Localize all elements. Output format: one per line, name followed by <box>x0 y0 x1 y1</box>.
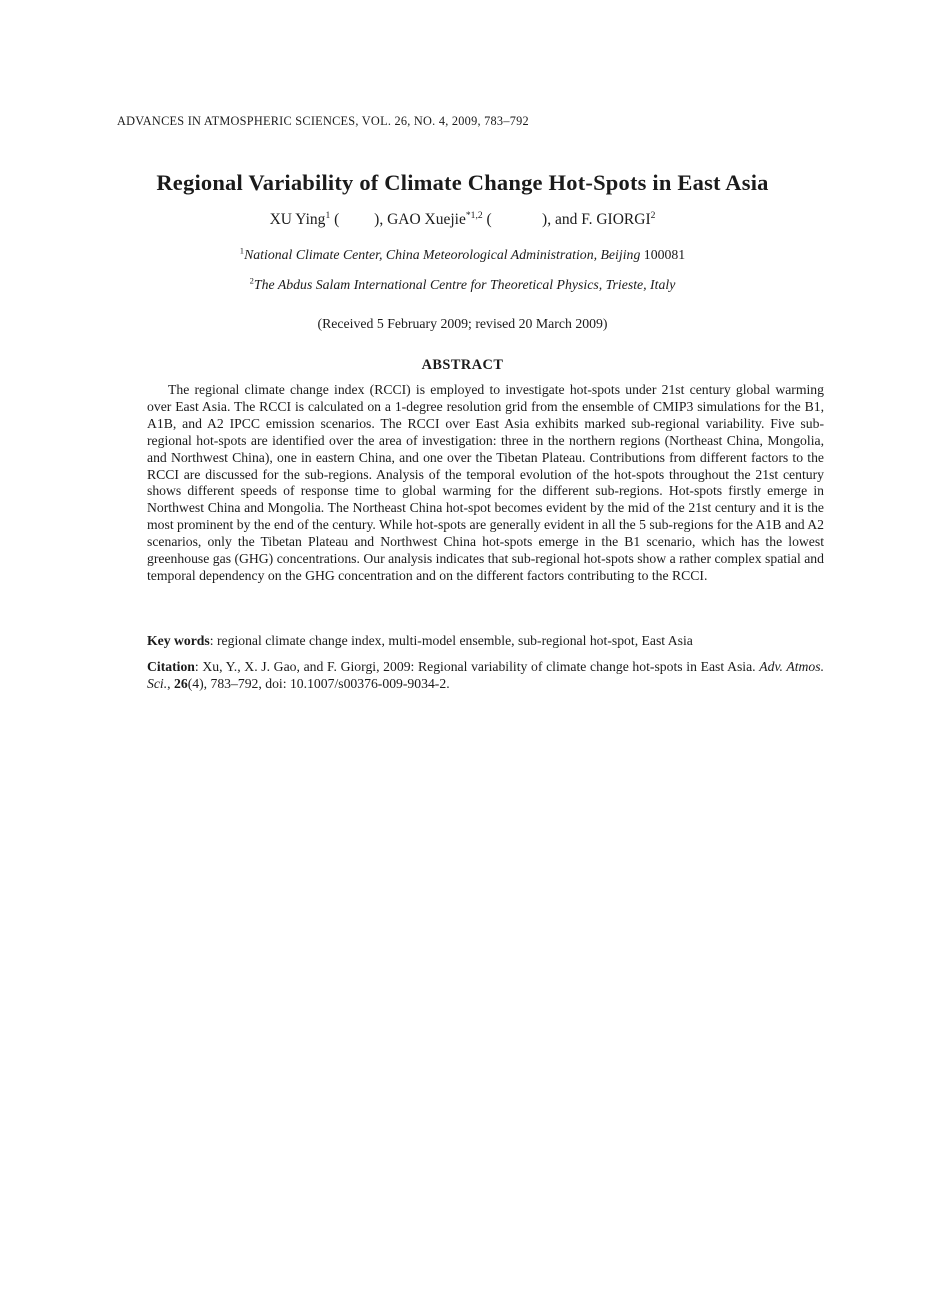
citation-block <box>147 658 824 693</box>
keywords-label: Key words <box>147 633 210 648</box>
citation-separator: : <box>194 659 203 674</box>
author-xu-ying <box>270 211 387 228</box>
citation-comma: , <box>167 676 174 692</box>
affiliation-1 <box>0 247 925 263</box>
author-affiliation-superscript: 1 <box>325 209 331 221</box>
author-name: GAO Xuejie <box>387 211 466 228</box>
citation-label: Citation <box>147 659 195 674</box>
affiliation-postcode: 100081 <box>640 247 686 262</box>
citation-authors-title: Xu, Y., X. J. Gao, and F. Giorgi, 2009: Regional variability of climate change hot-spots in East Asia. <box>202 659 760 674</box>
author-line <box>0 211 925 229</box>
keywords-separator: : <box>209 633 217 648</box>
received-revised-line: (Received 5 February 2009; revised 20 March 2009) <box>317 316 608 331</box>
author-cjk-parens: ( ) <box>330 211 380 228</box>
author-name: XU Ying <box>269 211 326 228</box>
citation-journal-name: Adv. Atmos. Sci. <box>147 659 824 692</box>
author-name: F. GIORGI <box>581 211 651 228</box>
paper-title: Regional Variability of Climate Change Hot-Spots in East Asia <box>156 170 769 195</box>
journal-header-line: ADVANCES IN ATMOSPHERIC SCIENCES, VOL. 26, NO. 4, 2009, 783–792 <box>117 114 529 128</box>
author-gao-xuejie <box>387 211 581 228</box>
author-affiliation-superscript: *1,2 <box>465 209 483 221</box>
author-f-giorgi <box>581 211 655 228</box>
affiliation-2 <box>0 277 925 293</box>
author-cjk-parens: ( ) <box>482 211 548 228</box>
affiliation-text: The Abdus Salam International Centre for Theoretical Physics, Trieste, Italy <box>253 277 676 292</box>
author-affiliation-superscript: 2 <box>650 209 656 221</box>
author-separator: , <box>379 211 388 228</box>
keywords-line <box>147 632 824 649</box>
citation-pages-doi: (4), 783–792, doi: 10.1007/s00376-009-9034-2. <box>187 676 450 692</box>
citation-volume: 26 <box>174 676 188 692</box>
affiliation-superscript: 2 <box>249 275 254 286</box>
keywords-content: regional climate change index, multi-model ensemble, sub-regional hot-spot, East Asia <box>216 633 693 648</box>
affiliation-text: National Climate Center, China Meteorological Administration, Beijing <box>244 247 641 262</box>
abstract-heading: ABSTRACT <box>421 357 504 373</box>
author-separator: , and <box>547 211 582 228</box>
affiliation-superscript: 1 <box>239 245 245 256</box>
abstract-paragraph: The regional climate change index (RCCI) is employed to investigate hot-spots under 21st century global warming over East Asia. The RCCI is calculated on a 1-degree resolution grid from the ensemble of CMIP3 simulations for the B1, A1B, and A2 IPCC emission scenarios. The RCCI over East Asia exhibits marked sub-regional variability. Five sub-regional hot-spots are identified over the area of investigation: three in the northern regions (Northeast China, Mongolia, and Northwest China), one in eastern China, and one over the Tibetan Plateau. Contributions from different factors to the RCCI are discussed for the sub-regions. Analysis of the temporal evolution of the hot-spots throughout the 21st century shows different speeds of response time to global warming for the different sub-regions. Hot-spots firstly emerge in Northwest China and Mongolia. The Northeast China hot-spot becomes evident by the mid of the 21st century and it is the most prominent by the end of the century. While hot-spots are generally evident in all the 5 sub-regions for the A1B and A2 scenarios, only the Tibetan Plateau and Northwest China hot-spots emerge in the B1 scenario, which has the lowest greenhouse gas (GHG) concentrations. Our analysis indicates that sub-regional hot-spots show a rather complex spatial and temporal dependency on the GHG concentration and on the different factors contributing to the RCCI. <box>147 382 824 583</box>
